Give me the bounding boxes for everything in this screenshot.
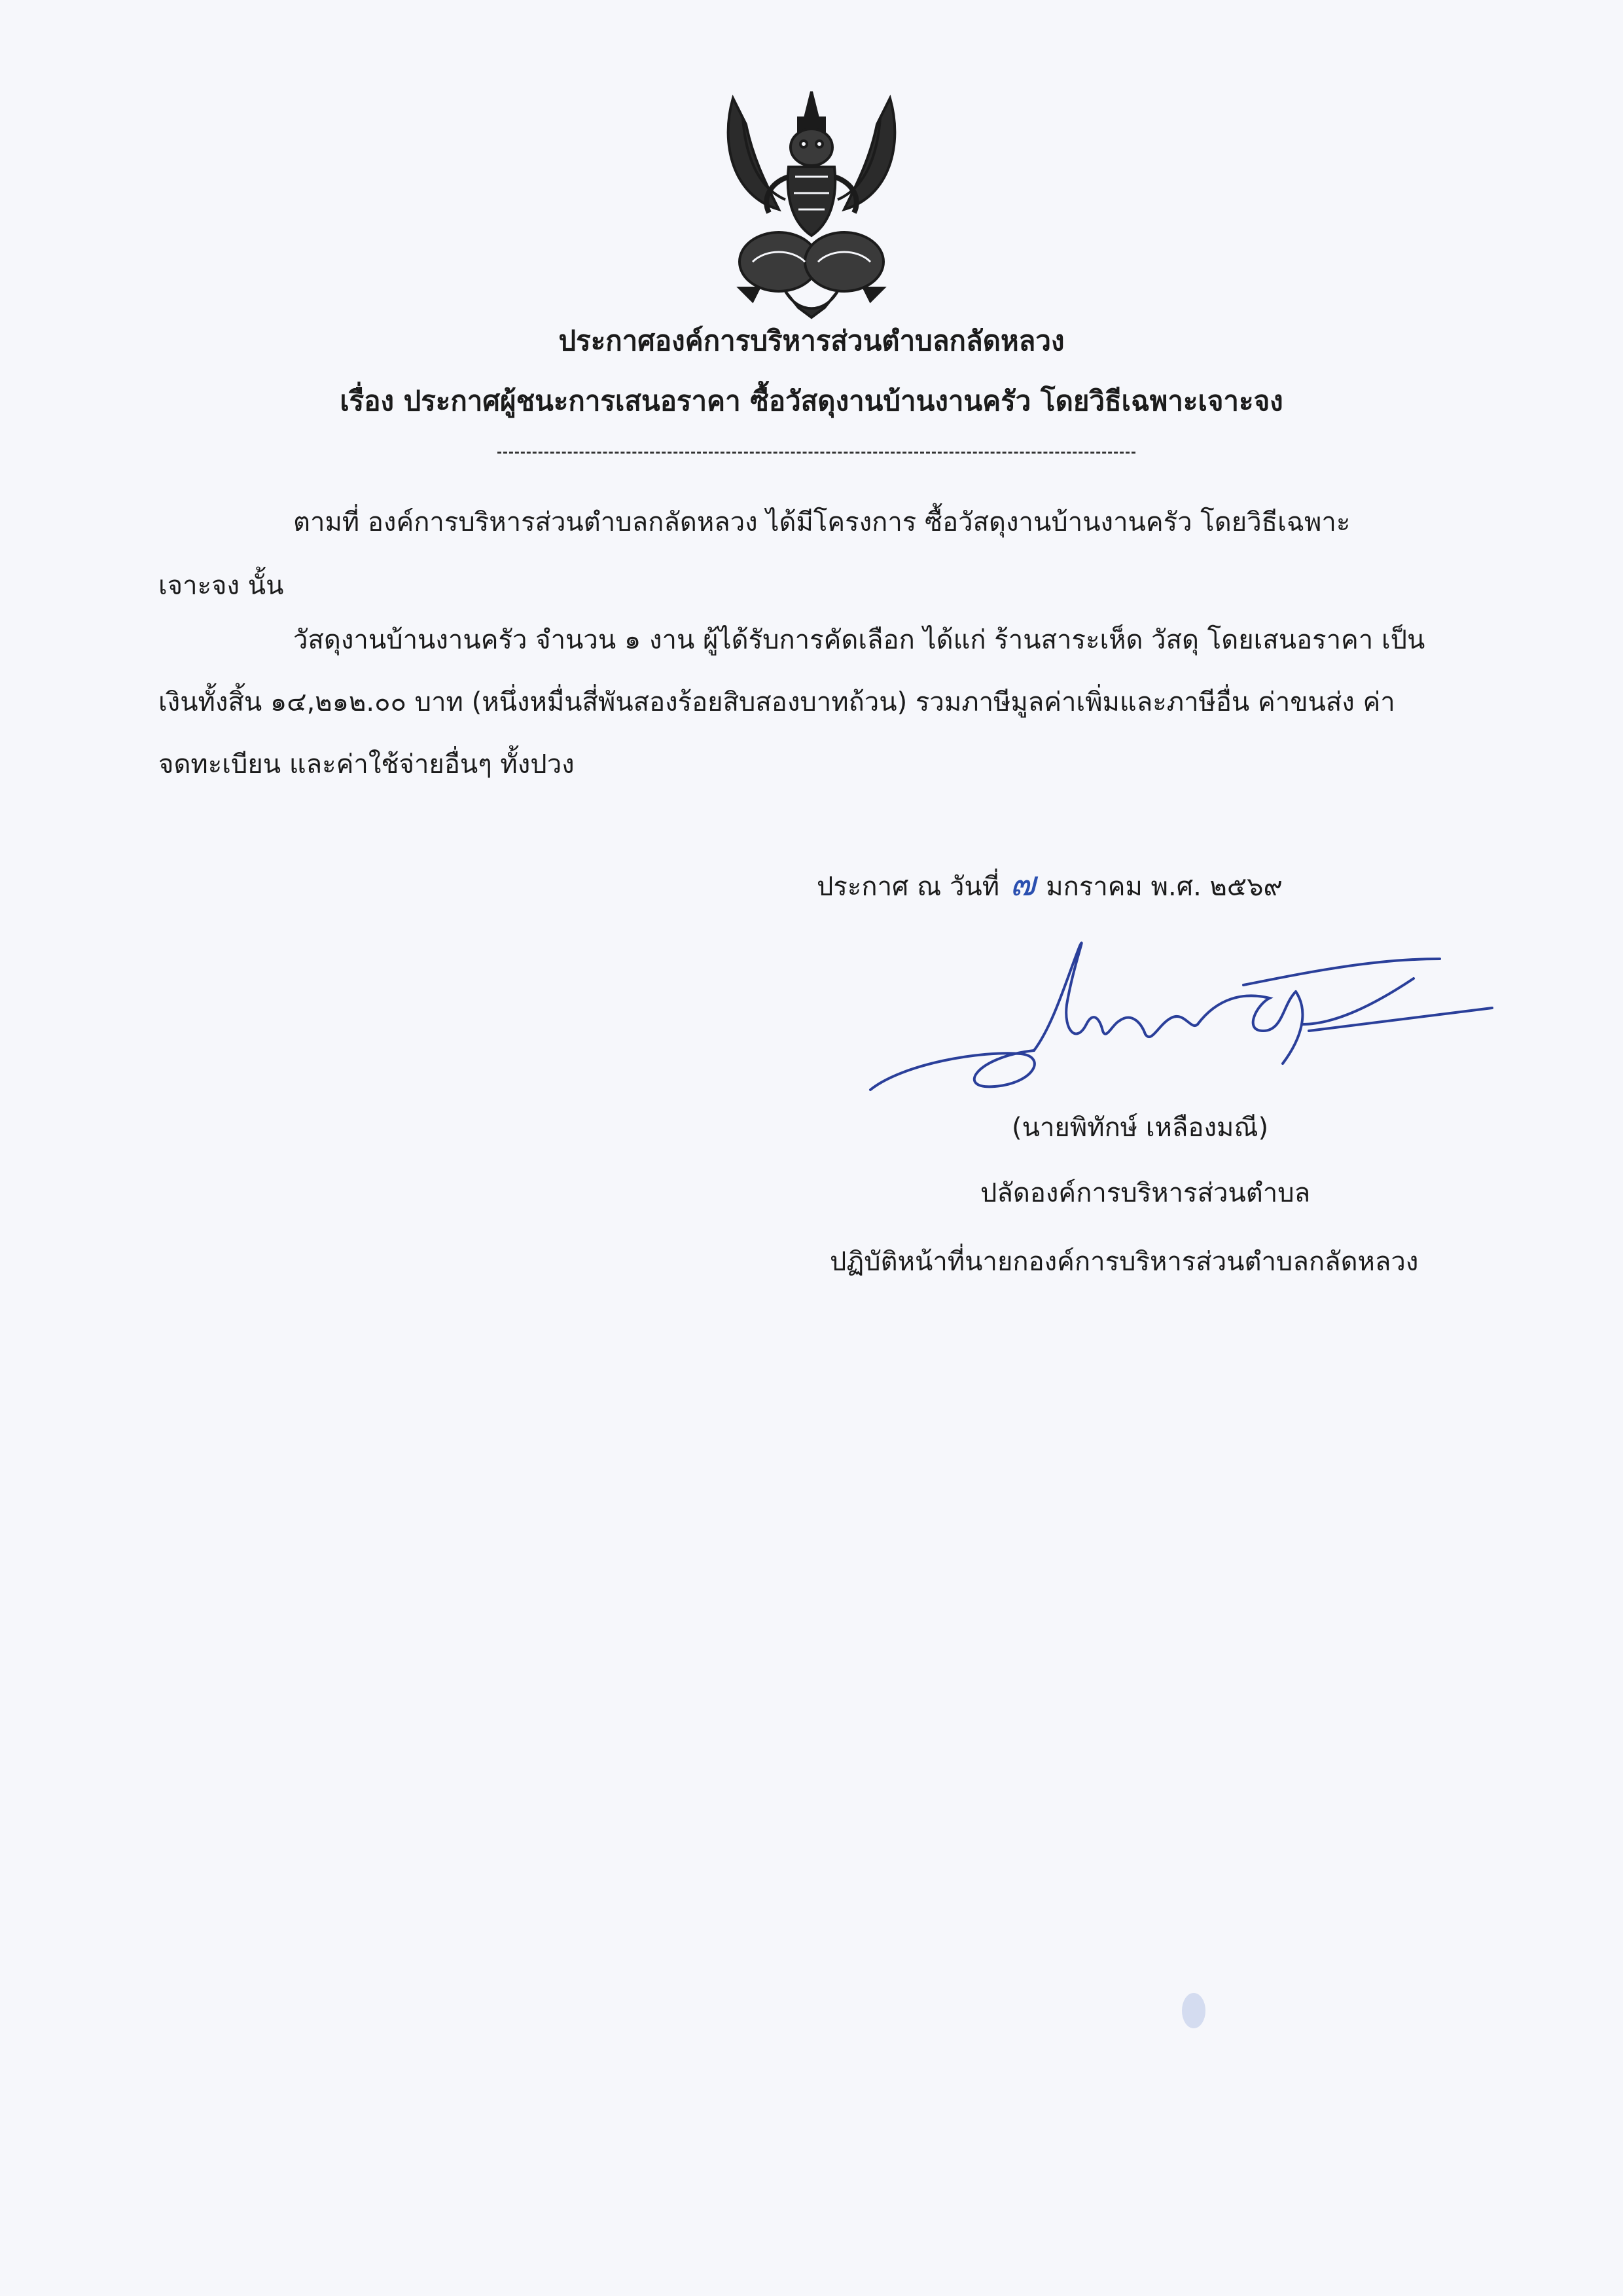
announcement-title: ประกาศองค์การบริหารส่วนตำบลกลัดหลวง	[558, 325, 1065, 357]
signatory-name: (นายพิทักษ์ เหลืองมณี)	[1012, 1113, 1269, 1143]
date-prefix: ประกาศ ณ วันที่	[817, 872, 1000, 902]
signatory-position: ปลัดองค์การบริหารส่วนตำบล	[980, 1178, 1311, 1208]
garuda-emblem-icon	[707, 85, 916, 321]
paragraph-2-line-2: เงินทั้งสิ้น ๑๔,๒๑๒.๐๐ บาท (หนึ่งหมื่นสี่พันสองร้อยสิบสองบาทถ้วน) รวมภาษีมูลค่าเพิ่มและภาษีอื่น ค่าขนส่ง ค่า	[158, 687, 1395, 717]
signatory-acting-position: ปฏิบัติหน้าที่นายกองค์การบริหารส่วนตำบลกลัดหลวง	[830, 1247, 1419, 1277]
paragraph-1-line-2: เจาะจง นั้น	[158, 571, 284, 601]
ink-smudge	[1182, 1993, 1205, 2028]
announcement-date	[817, 856, 1283, 910]
paragraph-1-line-1: ตามที่ องค์การบริหารส่วนตำบลกลัดหลวง ได้มีโครงการ ซื้อวัสดุงานบ้านงานครัว โดยวิธีเฉพาะ	[293, 507, 1351, 537]
handwritten-signature	[851, 926, 1505, 1109]
paragraph-2-line-1: วัสดุงานบ้านงานครัว จำนวน ๑ งาน ผู้ได้รับการคัดเลือก ได้แก่ ร้านสาระเห็ด วัสดุ โดยเสนอราคา เป็น	[293, 625, 1425, 655]
dashed-divider	[497, 452, 1135, 454]
paragraph-2-line-3: จดทะเบียน และค่าใช้จ่ายอื่นๆ ทั้งปวง	[158, 749, 575, 780]
date-month-year: มกราคม พ.ศ. ๒๕๖๙	[1046, 872, 1283, 902]
date-day-handwritten: ๗	[1010, 865, 1036, 904]
announcement-subject: เรื่อง ประกาศผู้ชนะการเสนอราคา ซื้อวัสดุงานบ้านงานครัว โดยวิธีเฉพาะเจาะจง	[340, 385, 1283, 417]
